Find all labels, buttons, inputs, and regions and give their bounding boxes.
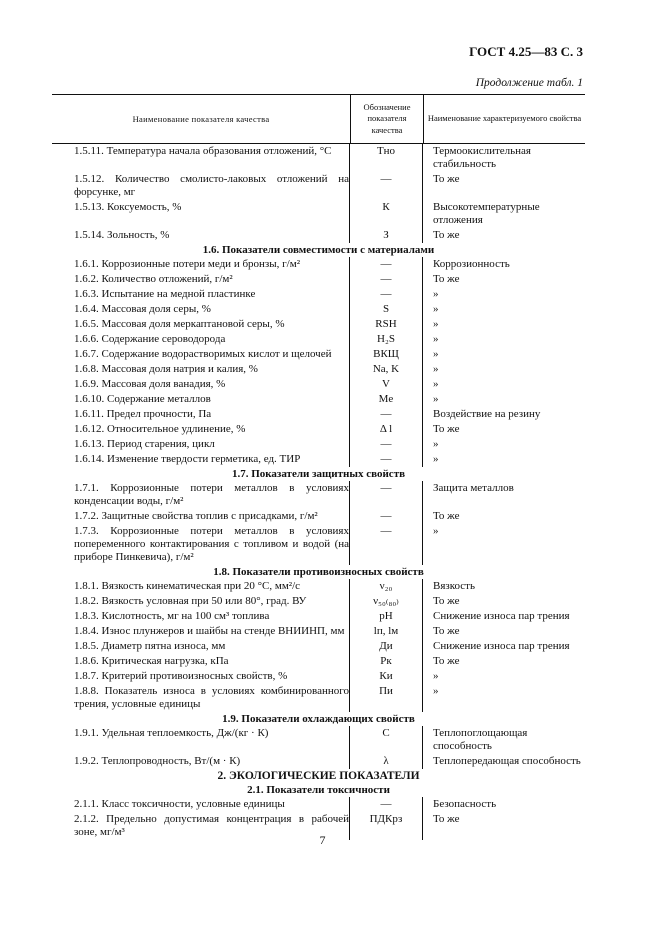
indicator-name-cell: 1.6.13. Период старения, цикл <box>52 437 350 452</box>
indicator-name-cell: 1.6.10. Содержание металлов <box>52 392 350 407</box>
indicator-symbol-cell: RSH <box>350 317 423 332</box>
table-row <box>52 317 585 332</box>
column-header-symbol: Обозначение показателя качества <box>351 95 424 143</box>
indicator-name-cell: 1.5.14. Зольность, % <box>52 228 350 243</box>
rows-group-1-5 <box>52 144 585 243</box>
property-cell: Вязкость <box>433 580 476 592</box>
indicator-symbol-cell: — <box>350 524 423 565</box>
property-cell: То же <box>433 173 460 185</box>
table-row <box>52 609 585 624</box>
indicator-name-cell: 1.9.1. Удельная теплоемкость, Дж/(кг · К) <box>52 726 350 754</box>
property-cell: То же <box>433 813 460 825</box>
table-continuation-label: Продолжение табл. 1 <box>475 77 583 89</box>
indicator-name-cell: 1.6.3. Испытание на медной пластинке <box>52 287 350 302</box>
table-row <box>52 407 585 422</box>
property-cell: То же <box>433 595 460 607</box>
rows-group-1-7 <box>52 481 585 565</box>
indicator-symbol-cell: pH <box>350 609 423 624</box>
indicator-symbol-cell: Pк <box>350 654 423 669</box>
indicator-symbol-cell: Ди <box>350 639 423 654</box>
table-row <box>52 377 585 392</box>
property-cell: Защита металлов <box>433 482 514 494</box>
table-row <box>52 624 585 639</box>
table-header <box>52 95 585 144</box>
property-cell: То же <box>433 625 460 637</box>
indicator-name-cell: 1.8.4. Износ плунжеров и шайбы на стенде ВНИИНП, мм <box>52 624 350 639</box>
property-cell: То же <box>433 423 460 435</box>
property-cell: То же <box>433 655 460 667</box>
property-cell: » <box>433 525 439 537</box>
rows-group-1-6 <box>52 257 585 467</box>
indicator-symbol-cell: — <box>350 272 423 287</box>
indicator-symbol-cell: З <box>350 228 423 243</box>
indicator-name-cell: 1.7.1. Коррозионные потери металлов в условиях конденсации воды, г/м² <box>52 481 350 509</box>
indicator-name-cell: 1.8.5. Диаметр пятна износа, мм <box>52 639 350 654</box>
indicator-name-cell: 1.8.6. Критическая нагрузка, кПа <box>52 654 350 669</box>
table-row <box>52 422 585 437</box>
indicator-name-cell: 1.5.11. Температура начала образования отложений, °С <box>52 144 350 172</box>
indicator-symbol-cell: S <box>350 302 423 317</box>
table-row <box>52 754 585 769</box>
indicator-name-cell: 1.6.5. Массовая доля меркаптановой серы, % <box>52 317 350 332</box>
indicator-name-cell: 1.5.13. Коксуемость, % <box>52 200 350 228</box>
table-row <box>52 144 585 172</box>
indicator-symbol-cell: Me <box>350 392 423 407</box>
property-cell: Термоокислительная стабильность <box>433 145 531 170</box>
section-title-1-8: 1.8. Показатели противоизносных свойств <box>213 566 424 578</box>
indicator-symbol-cell: H₂S <box>350 332 423 347</box>
table-row <box>52 639 585 654</box>
table-row <box>52 594 585 609</box>
table-row <box>52 200 585 228</box>
rows-group-1-8 <box>52 579 585 712</box>
table-row <box>52 287 585 302</box>
table-row <box>52 726 585 754</box>
indicator-name-cell: 2.1.2. Предельно допустимая концентрация в рабочей зоне, мг/м³ <box>52 812 350 840</box>
quality-indicators-table <box>52 94 585 840</box>
indicator-symbol-cell: — <box>350 509 423 524</box>
property-cell: » <box>433 288 439 300</box>
section-title-2-1: 2.1. Показатели токсичности <box>247 784 390 796</box>
section-title-1-6: 1.6. Показатели совместимости с материалами <box>202 244 435 256</box>
indicator-name-cell: 1.6.1. Коррозионные потери меди и бронзы, г/м² <box>52 257 350 272</box>
indicator-name-cell: 2.1.1. Класс токсичности, условные единицы <box>52 797 350 812</box>
indicator-symbol-cell: — <box>350 287 423 302</box>
indicator-name-cell: 1.6.14. Изменение твердости герметика, ед. ТИР <box>52 452 350 467</box>
indicator-name-cell: 1.6.12. Относительное удлинение, % <box>52 422 350 437</box>
indicator-symbol-cell: — <box>350 437 423 452</box>
property-cell: Воздействие на резину <box>433 408 541 420</box>
property-cell: Снижение износа пар трения <box>433 610 570 622</box>
table-row <box>52 362 585 377</box>
property-cell: То же <box>433 229 460 241</box>
indicator-symbol-cell: — <box>350 481 423 509</box>
table-row <box>52 684 585 712</box>
table-row <box>52 524 585 565</box>
table-row <box>52 437 585 452</box>
column-header-name: Наименование показателя качества <box>52 95 351 143</box>
section-title-1-7: 1.7. Показатели защитных свойств <box>231 468 406 480</box>
property-cell: » <box>433 685 439 697</box>
indicator-symbol-cell: ν₅₀₍₈₀₎ <box>350 594 423 609</box>
table-row <box>52 392 585 407</box>
property-cell: Коррозионность <box>433 258 510 270</box>
indicator-name-cell: 1.7.2. Защитные свойства топлив с присадками, г/м² <box>52 509 350 524</box>
table-row <box>52 228 585 243</box>
indicator-symbol-cell: ν₂₀ <box>350 579 423 594</box>
property-cell: » <box>433 670 439 682</box>
property-cell: » <box>433 318 439 330</box>
indicator-name-cell: 1.8.7. Критерий противоизносных свойств, % <box>52 669 350 684</box>
table-row <box>52 302 585 317</box>
indicator-symbol-cell: К <box>350 200 423 228</box>
section-title-2: 2. ЭКОЛОГИЧЕСКИЕ ПОКАЗАТЕЛИ <box>217 770 420 782</box>
table-row <box>52 509 585 524</box>
page-number: 7 <box>319 833 326 847</box>
indicator-symbol-cell: ПДКрз <box>350 812 423 840</box>
property-cell: » <box>433 393 439 405</box>
indicator-name-cell: 1.6.9. Массовая доля ванадия, % <box>52 377 350 392</box>
indicator-symbol-cell: lп, lм <box>350 624 423 639</box>
table-row <box>52 481 585 509</box>
table-row <box>52 669 585 684</box>
indicator-symbol-cell: — <box>350 452 423 467</box>
indicator-name-cell: 1.7.3. Коррозионные потери металлов в условиях попеременного контактирования с топливом и водой (на приборе Пинкевича), г/м² <box>52 524 350 565</box>
indicator-name-cell: 1.9.2. Теплопроводность, Вт/(м · К) <box>52 754 350 769</box>
indicator-symbol-cell: Δ l <box>350 422 423 437</box>
indicator-symbol-cell: ВКЩ <box>350 347 423 362</box>
property-cell: Безопасность <box>433 798 497 810</box>
property-cell: » <box>433 378 439 390</box>
indicator-name-cell: 1.8.8. Показатель износа в условиях комбинированного трения, условные единицы <box>52 684 350 712</box>
indicator-name-cell: 1.5.12. Количество смолисто-лаковых отложений на форсунке, мг <box>52 172 350 200</box>
indicator-symbol-cell: λ <box>350 754 423 769</box>
property-cell: » <box>433 303 439 315</box>
indicator-symbol-cell: — <box>350 407 423 422</box>
table-row <box>52 452 585 467</box>
indicator-symbol-cell: Тно <box>350 144 423 172</box>
indicator-name-cell: 1.8.1. Вязкость кинематическая при 20 °С, мм²/с <box>52 579 350 594</box>
property-cell: То же <box>433 510 460 522</box>
table-row <box>52 257 585 272</box>
indicator-name-cell: 1.6.6. Содержание сероводорода <box>52 332 350 347</box>
property-cell: » <box>433 438 439 450</box>
property-cell: Теплопередающая способность <box>433 755 581 767</box>
indicator-symbol-cell: — <box>350 172 423 200</box>
column-header-property: Наименование характеризуемого свойства <box>427 113 582 124</box>
table-row <box>52 272 585 287</box>
property-cell: » <box>433 453 439 465</box>
indicator-symbol-cell: — <box>350 257 423 272</box>
indicator-symbol-cell: — <box>350 797 423 812</box>
indicator-name-cell: 1.6.4. Массовая доля серы, % <box>52 302 350 317</box>
section-title-1-9: 1.9. Показатели охлаждающих свойств <box>222 713 415 725</box>
table-row <box>52 797 585 812</box>
property-cell: Высокотемпературные отложения <box>433 201 540 226</box>
property-cell: » <box>433 363 439 375</box>
property-cell: » <box>433 348 439 360</box>
indicator-name-cell: 1.8.3. Кислотность, мг на 100 см³ топлива <box>52 609 350 624</box>
indicator-symbol-cell: Na, K <box>350 362 423 377</box>
indicator-symbol-cell: Пи <box>350 684 423 712</box>
table-row <box>52 332 585 347</box>
indicator-name-cell: 1.6.11. Предел прочности, Па <box>52 407 350 422</box>
indicator-symbol-cell: С <box>350 726 423 754</box>
property-cell: » <box>433 333 439 345</box>
indicator-name-cell: 1.8.2. Вязкость условная при 50 или 80°, град. ВУ <box>52 594 350 609</box>
property-cell: Теплопоглощающая способность <box>433 727 528 752</box>
table-row <box>52 579 585 594</box>
indicator-symbol-cell: Ки <box>350 669 423 684</box>
table-row <box>52 172 585 200</box>
document-header: ГОСТ 4.25—83 С. 3 <box>469 44 583 59</box>
indicator-symbol-cell: V <box>350 377 423 392</box>
property-cell: Снижение износа пар трения <box>433 640 570 652</box>
indicator-name-cell: 1.6.2. Количество отложений, г/м² <box>52 272 350 287</box>
indicator-name-cell: 1.6.8. Массовая доля натрия и калия, % <box>52 362 350 377</box>
rows-group-1-9 <box>52 726 585 769</box>
indicator-name-cell: 1.6.7. Содержание водорастворимых кислот и щелочей <box>52 347 350 362</box>
property-cell: То же <box>433 273 460 285</box>
table-row <box>52 347 585 362</box>
table-row <box>52 654 585 669</box>
